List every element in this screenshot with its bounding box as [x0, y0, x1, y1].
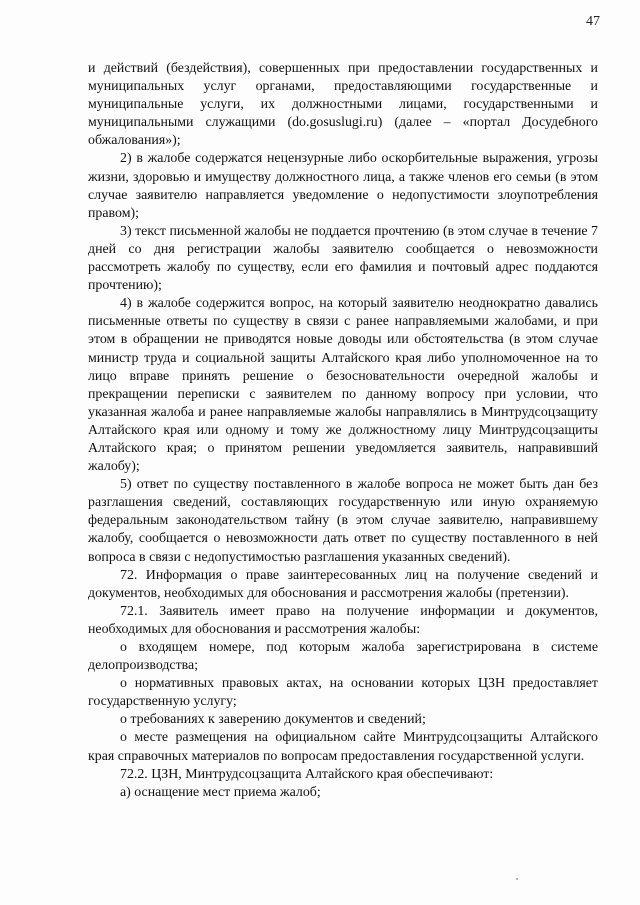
paragraph-72-1: 72.1. Заявитель имеет право на получение информации и документов, необходимых для обоснования и рассмотрения жалобы: — [88, 603, 598, 637]
paragraph-72-2: 72.2. ЦЗН, Минтрудсоцзащита Алтайского края обеспечивают: — [120, 766, 494, 782]
paragraph-item-3: 3) текст письменной жалобы не поддается прочтению (в этом случае в течение 7 дней со дня регистрации жалобы заявителю сообщается о невозможности рассмотреть жалобу по существу, если его фамилия и почтовый адрес поддаются прочтению); — [88, 223, 598, 294]
paragraph-item-4: 4) в жалобе содержится вопрос, на который заявителю неоднократно давались письменные ответы по существу в связи с ранее направляемыми жалобами, и при этом в обращении не приводятся новые доводы или обстоятельства (в этом случае министр труда и социальной защиты Алтайского края либо уполномоченное на то лицо вправе принять решение о безосновательности очередной жалобы и прекращении переписки с заявителем по данному вопросу при условии, что указанная жалоба и ранее направляемые жалобы направлялись в Минтрудсоцзащиту Алтайского края или одному и тому же должностному лицу Минтрудсоцзащиты Алтайского края; о принятом решении уведомляется заявитель, направивший жалобу); — [88, 296, 598, 475]
paragraph-72: 72. Информация о праве заинтересованных лиц на получение сведений и документов, необходимых для обоснования и рассмотрения жалобы (претензии). — [88, 567, 598, 601]
paragraph-continuation: и действий (бездействия), совершенных при предоставлении государственных и муниципальных услуг органами, предоставляющими государственные и муниципальные услуги, их должностными лицами, государственными и муниципальными служащими (do.gosuslugi.ru) (далее – «портал Досудебного обжалования»); — [88, 61, 598, 149]
document-body — [88, 60, 598, 802]
paragraph-item-2: 2) в жалобе содержатся нецензурные либо оскорбительные выражения, угрозы жизни, здоровью и имуществу должностного лица, а также членов его семьи (в этом случае заявителю направляется уведомление о недопустимости злоупотребления правом); — [88, 151, 598, 221]
paragraph-item-5: 5) ответ по существу поставленного в жалобе вопроса не может быть дан без разглашения сведений, составляющих государственную или иную охраняемую федеральным законодательством тайну (в этом случае заявителю, направившему жалобу, сообщается о невозможности дать ответ по существу поставленного в ней вопроса в связи с недопустимостью разглашения указанных сведений). — [88, 477, 598, 565]
page-number: 47 — [586, 14, 600, 29]
paragraph-72-2-a: а) оснащение мест приема жалоб; — [120, 784, 321, 800]
list-item-certification: о требованиях к заверению документов и сведений; — [120, 712, 426, 728]
scan-speck — [516, 878, 518, 880]
list-item-legal-acts: о нормативных правовых актах, на основании которых ЦЗН предоставляет государственную услугу; — [88, 676, 598, 710]
list-item-incoming-number: о входящем номере, под которым жалоба зарегистрирована в системе делопроизводства; — [88, 640, 598, 674]
list-item-reference-materials: о месте размещения на официальном сайте Минтрудсоцзащиты Алтайского края справочных материалов по вопросам предоставления государственной услуги. — [88, 730, 598, 764]
